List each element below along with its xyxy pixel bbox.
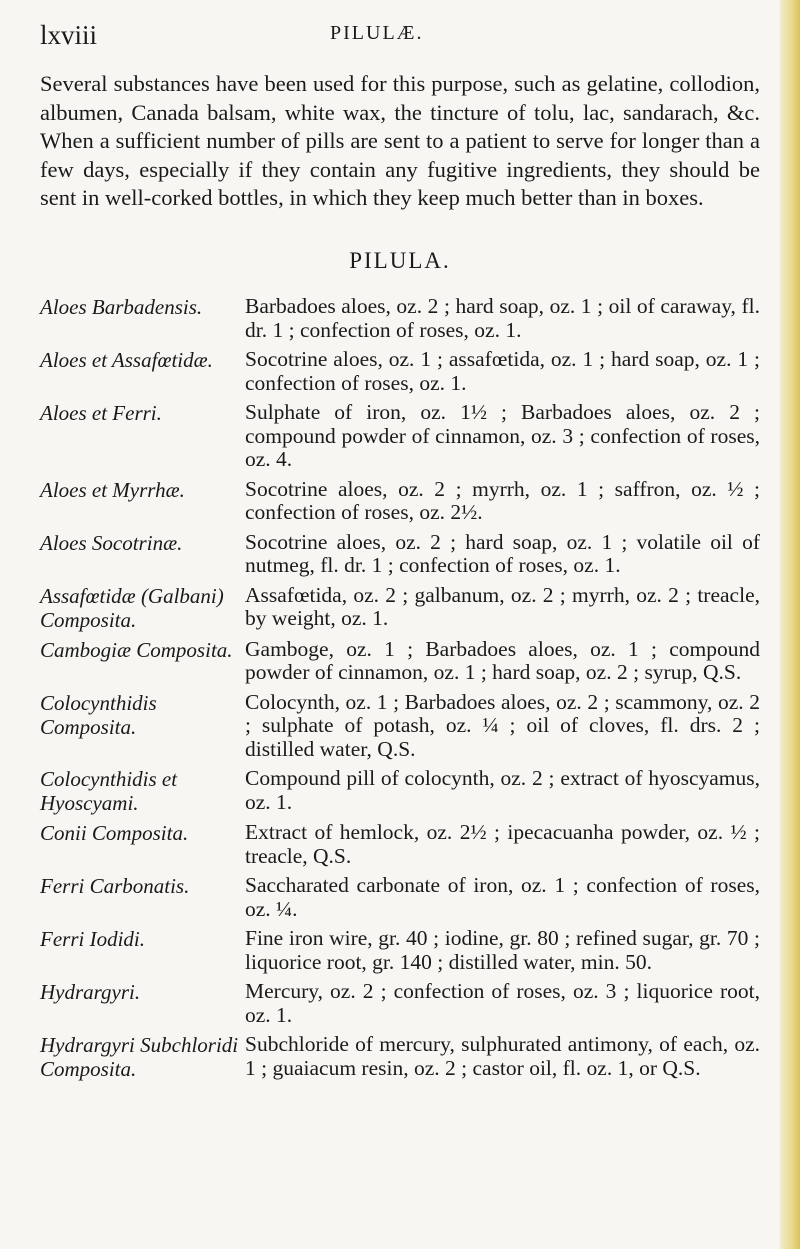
formula-entry xyxy=(40,691,760,762)
formula-entry xyxy=(40,478,760,525)
formula-ingredients: Socotrine aloes, oz. 2 ; myrrh, oz. 1 ; saffron, oz. ½ ; confection of roses, oz. 2½. xyxy=(245,476,760,524)
formula-ingredients: Extract of hemlock, oz. 2½ ; ipecacuanha powder, oz. ½ ; treacle, Q.S. xyxy=(245,820,760,868)
formula-entry xyxy=(40,980,760,1027)
page-header xyxy=(40,14,740,54)
formula-name: Hydrargyri. xyxy=(40,980,141,1004)
page-number: lxviii xyxy=(40,20,98,50)
formula-ingredients: Colocynth, oz. 1 ; Barbadoes aloes, oz. 2 ; scammony, oz. 2 ; sulphate of potash, oz. ¼ ; oil of cloves, fl. drs. 2 ; distilled water, Q.S. xyxy=(245,689,760,761)
formula-ingredients: Socotrine aloes, oz. 2 ; hard soap, oz. 1 ; volatile oil of nutmeg, fl. dr. 1 ; confection of roses, oz. 1. xyxy=(245,529,760,577)
formula-entry xyxy=(40,874,760,921)
formula-name: Aloes Socotrinæ. xyxy=(40,530,183,555)
formula-name: Aloes Barbadensis. xyxy=(40,295,203,319)
formula-name: Ferri Iodidi. xyxy=(40,927,145,951)
formula-entry xyxy=(40,1033,760,1081)
formula-ingredients: Subchloride of mercury, sulphurated antimony, of each, oz. 1 ; guaiacum resin, oz. 2 ; castor oil, fl. oz. 1, or Q.S. xyxy=(245,1032,760,1080)
formula-ingredients: Gamboge, oz. 1 ; Barbadoes aloes, oz. 1 ; compound powder of cinnamon, oz. 1 ; hard soap, oz. 2 ; syrup, Q.S. xyxy=(245,636,760,684)
formula-name: Assafœtidæ (Galbani) Composita. xyxy=(40,583,224,632)
formula-entry xyxy=(40,295,760,342)
formula-list xyxy=(40,295,760,1087)
formula-name: Aloes et Ferri. xyxy=(40,401,162,425)
formula-ingredients: Sulphate of iron, oz. 1½ ; Barbadoes aloes, oz. 2 ; compound powder of cinnamon, oz. 3 ; confection of roses, oz. 4. xyxy=(245,400,760,471)
formula-name: Cambogiæ Composita. xyxy=(40,637,233,662)
formula-entry xyxy=(40,401,760,472)
formula-ingredients: Compound pill of colocynth, oz. 2 ; extract of hyoscyamus, oz. 1. xyxy=(245,766,760,814)
formula-entry xyxy=(40,638,760,685)
formula-name: Conii Composita. xyxy=(40,821,189,845)
formula-entry xyxy=(40,531,760,578)
formula-entry xyxy=(40,767,760,815)
formula-entry xyxy=(40,927,760,974)
section-heading: PILULA. xyxy=(349,248,451,273)
formula-name: Hydrargyri Subchloridi Composita. xyxy=(40,1033,239,1081)
formula-name: Colocynthidis et Hyoscyami. xyxy=(40,767,178,815)
formula-ingredients: Saccharated carbonate of iron, oz. 1 ; confection of roses, oz. ¼. xyxy=(245,873,760,921)
formula-ingredients: Socotrine aloes, oz. 1 ; assafœtida, oz. 1 ; hard soap, oz. 1 ; confection of roses, oz. 1. xyxy=(245,347,760,395)
intro-paragraph: Several substances have been used for this purpose, such as gelatine, collodion, albumen, Canada balsam, white wax, the tincture of tolu, lac, sandarach, &c. When a sufficient number of pills are sent to a patient to serve for longer than a few days, especially if they contain any fugitive ingredients, they should be sent in well-corked bottles, in which they keep much better than in boxes. xyxy=(40,71,760,211)
formula-entry xyxy=(40,348,760,395)
formula-name: Aloes et Myrrhæ. xyxy=(40,477,185,502)
formula-ingredients: Barbadoes aloes, oz. 2 ; hard soap, oz. 1 ; oil of caraway, fl. dr. 1 ; confection of roses, oz. 1. xyxy=(245,294,760,342)
formula-name: Colocynthidis Composita. xyxy=(40,690,157,739)
formula-entry xyxy=(40,584,760,632)
running-head: PILULÆ. xyxy=(330,22,424,44)
page-edge xyxy=(780,0,800,1249)
formula-ingredients: Mercury, oz. 2 ; confection of roses, oz. 3 ; liquorice root, oz. 1. xyxy=(245,979,760,1027)
formula-ingredients: Fine iron wire, gr. 40 ; iodine, gr. 80 ; refined sugar, gr. 70 ; liquorice root, gr. 140 ; distilled water, min. 50. xyxy=(245,926,760,974)
formula-entry xyxy=(40,821,760,868)
formula-name: Ferri Carbonatis. xyxy=(40,874,190,898)
formula-ingredients: Assafœtida, oz. 2 ; galbanum, oz. 2 ; myrrh, oz. 2 ; treacle, by weight, oz. 1. xyxy=(245,582,760,630)
formula-name: Aloes et Assafœtidæ. xyxy=(40,348,213,372)
